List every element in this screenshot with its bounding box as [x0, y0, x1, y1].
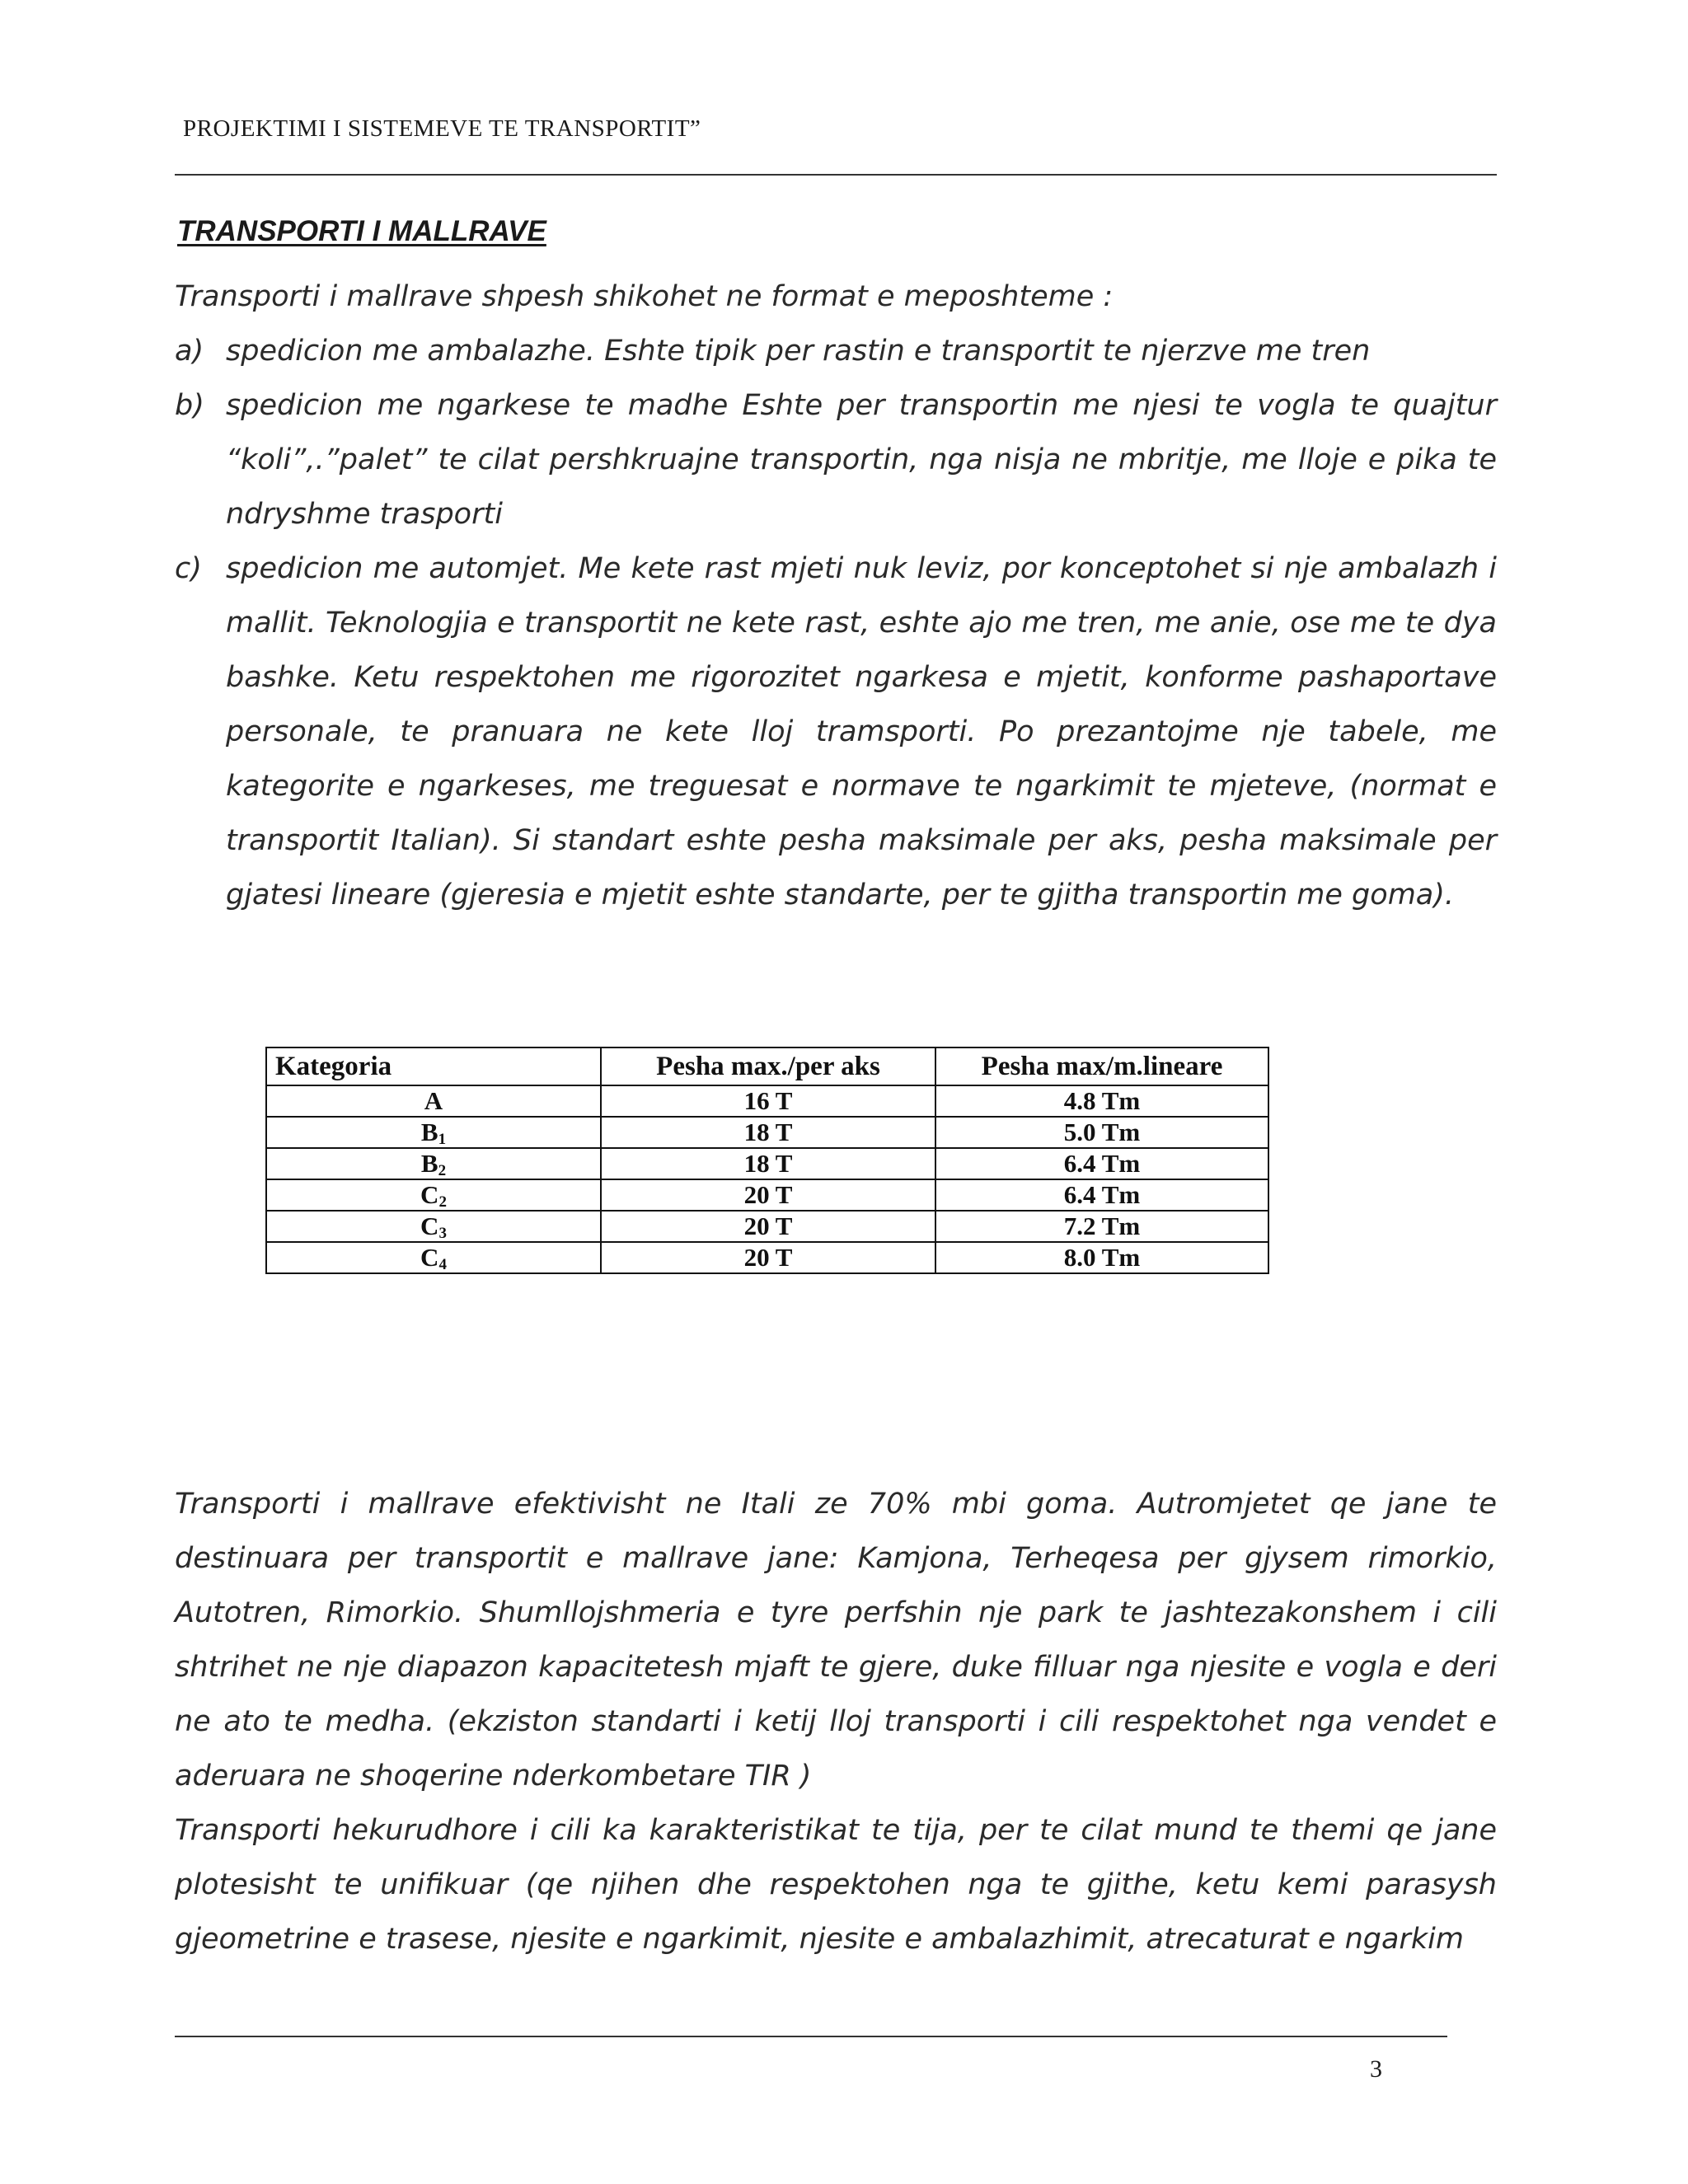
paragraph-road-transport: Transporti i mallrave efektivisht ne Itali ze 70% mbi goma. Autromjetet qe jane te destinuara per transportit e mallrave jane: Kamjona, Terheqesa per gjysem rimorkio, Autotren, Rimorkio. Shumllojshmeria e tyre perfshin nje park te jashtezakonshem i cili shtrihet ne nje diapazon kapacitetesh mjaft te gjere, duke filluar nga njesite e vogla e deri ne ato te medha. (ekziston standarti i ketij lloj transporti i cili respektohet nga vendet e aderuara ne shoqerine nderkombetare TIR ) [175, 1488, 1497, 1793]
axle-cell: 20 T [601, 1242, 935, 1273]
axle-cell: 20 T [601, 1211, 935, 1242]
table-row [266, 1148, 1268, 1179]
category-cell: $B_1$ [266, 1117, 601, 1148]
linear-cell: 5.0 Tm [935, 1117, 1268, 1148]
axle-cell: 16 T [601, 1085, 935, 1117]
column-header-linear: Pesha max/m.lineare [935, 1047, 1268, 1085]
list-item-text: spedicion me ngarkese te madhe Eshte per transportin me njesi te vogla te quajtur “koli”,.”palet” te cilat pershkruajne transportin, nga nisja ne mbritje, me lloje e pika te ndryshme trasporti [226, 389, 1497, 531]
category-cell: A [266, 1085, 601, 1117]
list-item-text: spedicion me ambalazhe. Eshte tipik per rastin e transportit te njerzve me tren [226, 335, 1371, 368]
table-header-row [266, 1047, 1268, 1085]
list-item [175, 378, 1497, 541]
header-rule [175, 174, 1497, 176]
table-row [266, 1117, 1268, 1148]
paragraph-rail-transport: Transporti hekurudhore i cili ka karakteristikat te tija, per te cilat mund te themi qe jane plotesisht te unifikuar (qe njihen dhe respektohen nga te gjithe, ketu kemi parasysh gjeometrine e trasese, njesite e ngarkimit, njesite e ambalazhimit, atrecaturat e ngarkim [175, 1814, 1497, 1956]
category-cell: $C_3$ [266, 1211, 601, 1242]
body-paragraphs [175, 1477, 1497, 1966]
axle-cell: 20 T [601, 1179, 935, 1211]
list-marker: b) [175, 389, 204, 422]
table-row [266, 1085, 1268, 1117]
table-row [266, 1211, 1268, 1242]
category-cell: $B_2$ [266, 1148, 601, 1179]
list-item [175, 324, 1497, 378]
section-title: TRANSPORTI I MALLRAVE [177, 215, 546, 247]
running-header: PROJEKTIMI I SISTEMEVE TE TRANSPORTIT” [183, 115, 701, 142]
category-cell: $C_4$ [266, 1242, 601, 1273]
list-marker: a) [175, 335, 204, 368]
table-row [266, 1179, 1268, 1211]
linear-cell: 6.4 Tm [935, 1148, 1268, 1179]
category-cell: $C_2$ [266, 1179, 601, 1211]
linear-cell: 6.4 Tm [935, 1179, 1268, 1211]
linear-cell: 7.2 Tm [935, 1211, 1268, 1242]
column-header-category: Kategoria [266, 1047, 601, 1085]
list-marker: c) [175, 552, 202, 585]
axle-cell: 18 T [601, 1117, 935, 1148]
linear-cell: 8.0 Tm [935, 1242, 1268, 1273]
column-header-axle: Pesha max./per aks [601, 1047, 935, 1085]
list-item-text: spedicion me automjet. Me kete rast mjeti nuk leviz, por konceptohet si nje ambalazh i mallit. Teknologjia e transportit ne kete rast, eshte ajo me tren, me anie, ose me te dya bashke. Ketu respektohen me rigorozitet ngarkesa e mjetit, konforme pashaportave personale, te pranuara ne kete lloj tramsporti. Po prezantojme nje tabele, me kategorite e ngarkeses, me treguesat e normave te ngarkimit te mjeteve, (normat e transportit Italian). Si standart eshte pesha maksimale per aks, pesha maksimale per gjatesi lineare (gjeresia e mjetit eshte standarte, per te gjitha transportin me goma). [226, 552, 1497, 912]
intro-line: Transporti i mallrave shpesh shikohet ne format e meposhteme : [175, 280, 1114, 313]
linear-cell: 4.8 Tm [935, 1085, 1268, 1117]
load-category-table [265, 1047, 1269, 1274]
table-row [266, 1242, 1268, 1273]
axle-cell: 18 T [601, 1148, 935, 1179]
footer-rule [175, 2036, 1447, 2037]
page-number: 3 [1370, 2055, 1382, 2083]
forms-list [175, 324, 1497, 922]
list-item [175, 541, 1497, 922]
